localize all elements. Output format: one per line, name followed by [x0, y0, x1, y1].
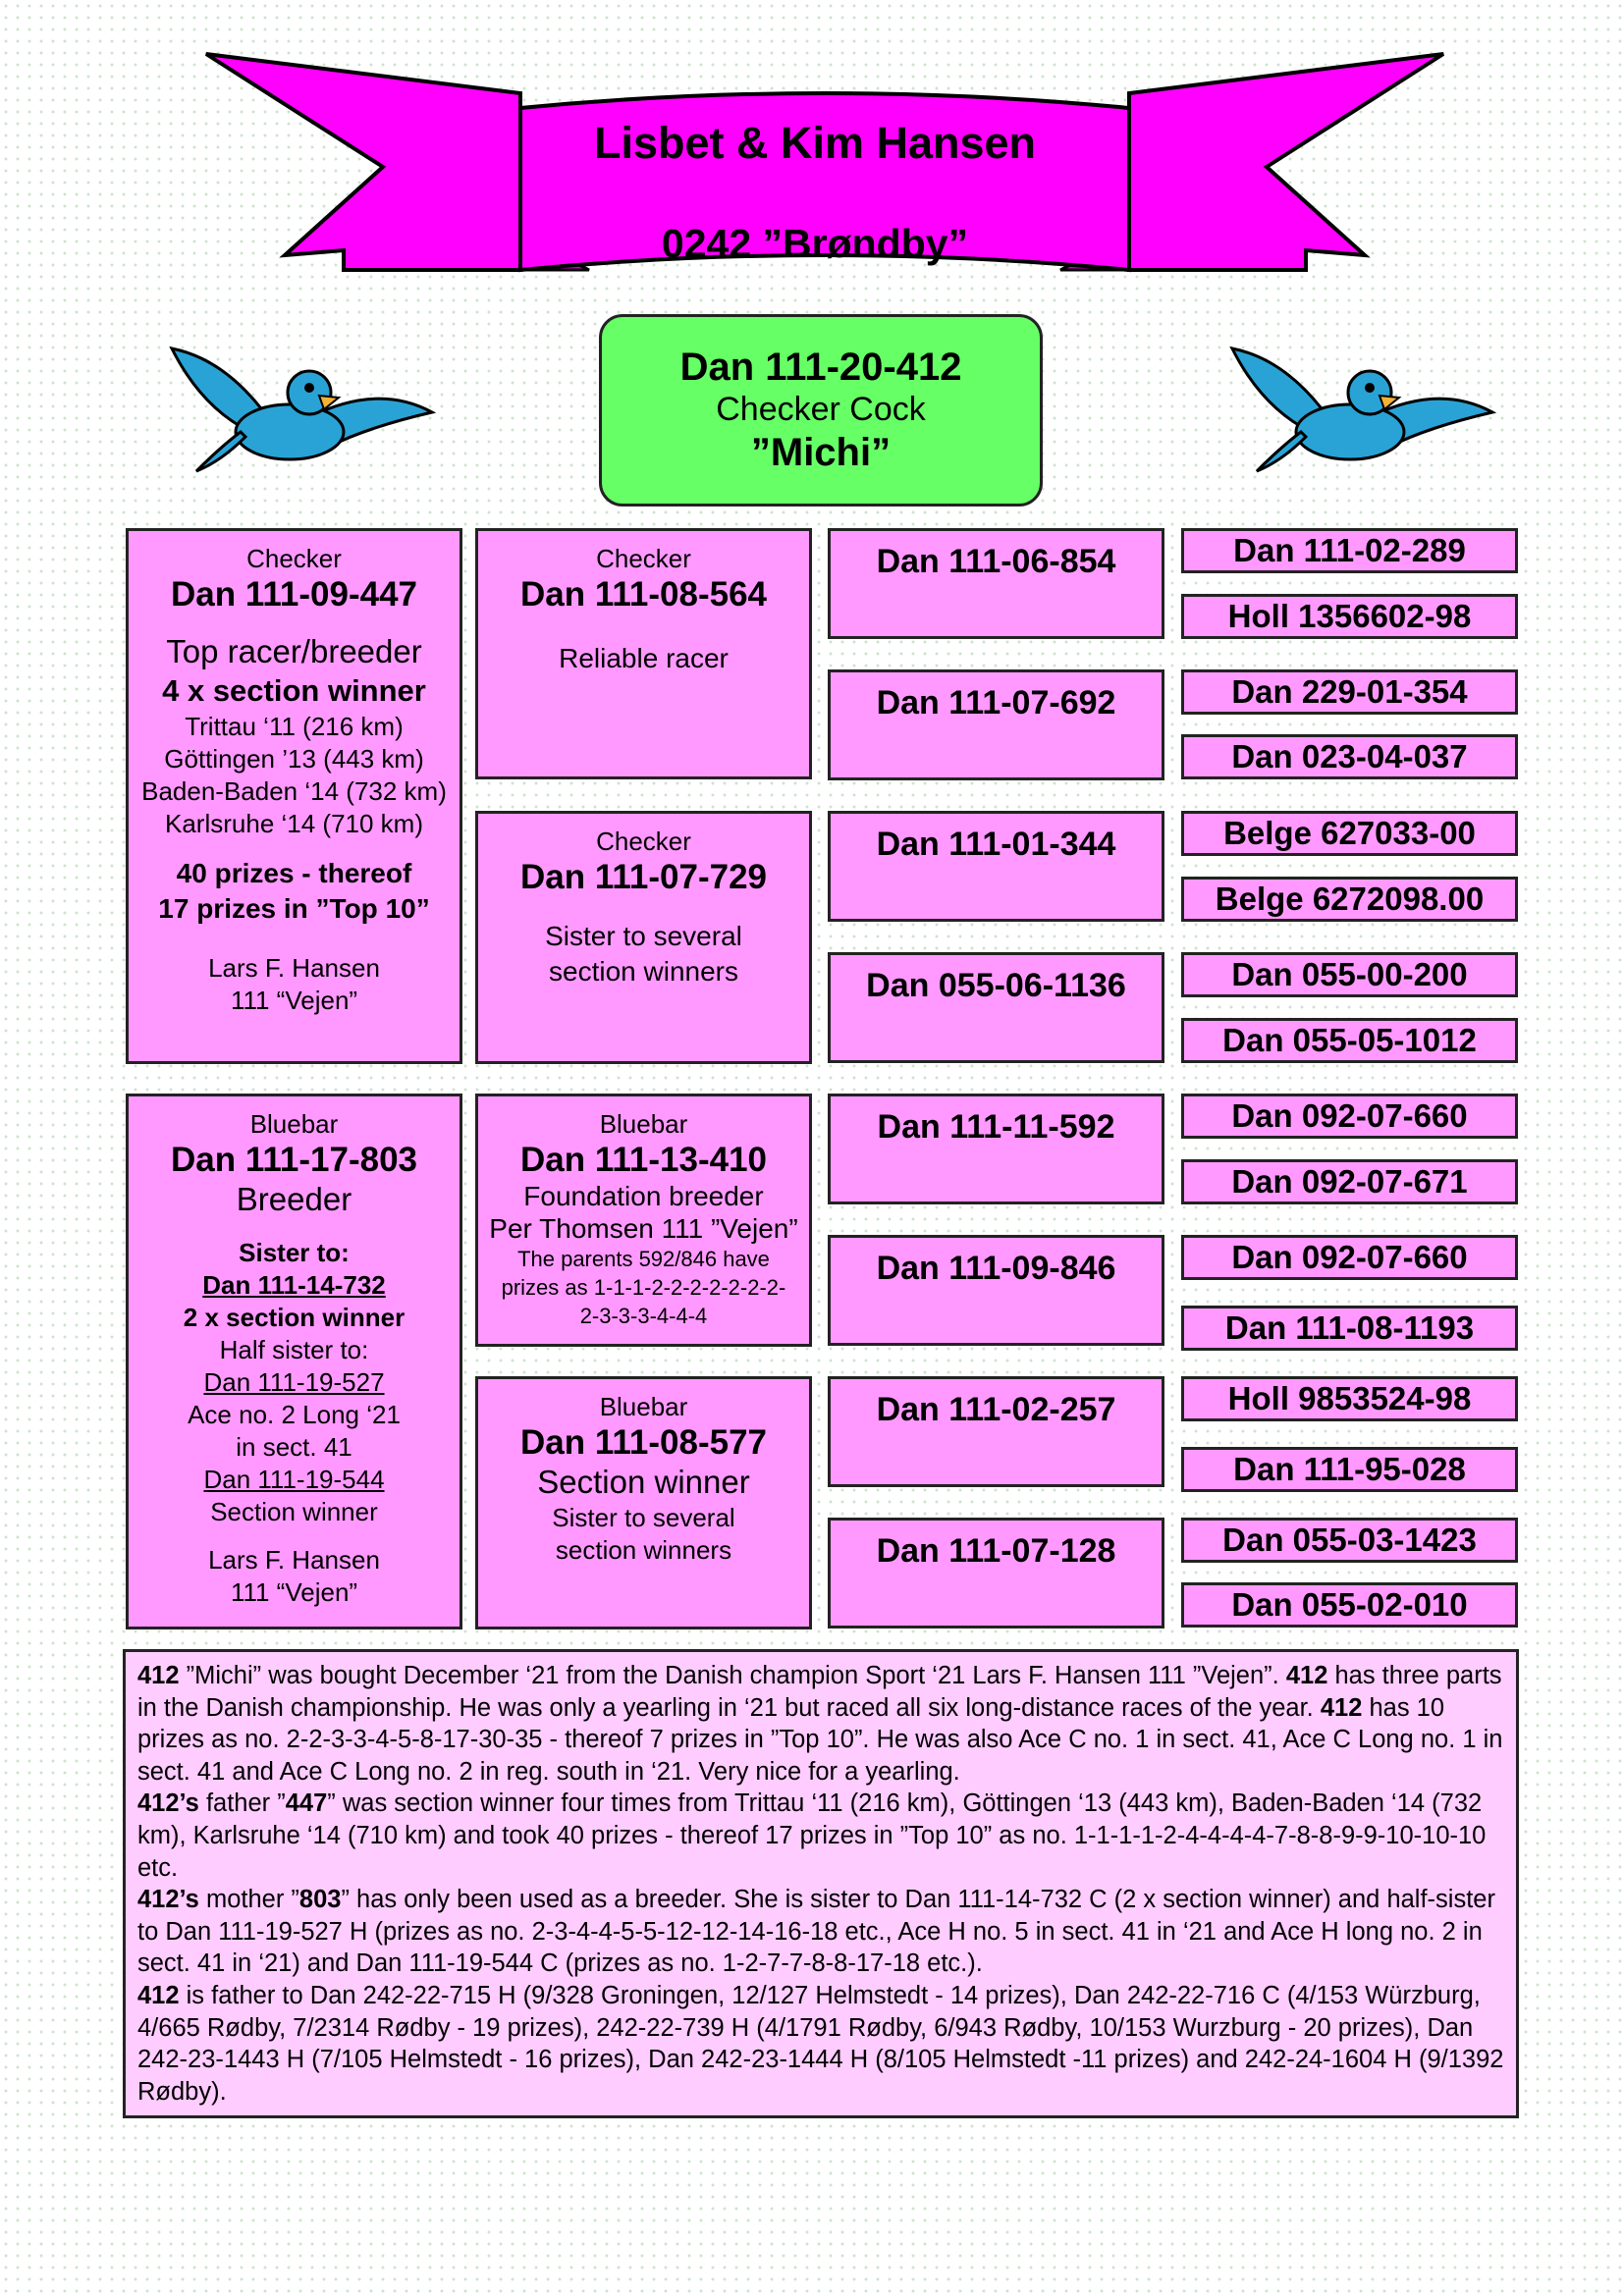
grandparent-color: Bluebar	[599, 1392, 688, 1421]
grandparent-note: The parents 592/846 have	[517, 1247, 770, 1271]
gen3-box: Dan 055-06-1136	[828, 952, 1164, 1063]
father-prizes-top10: 17 prizes in ”Top 10”	[158, 893, 430, 924]
subject-box	[599, 314, 1043, 507]
grandparent-box	[475, 1094, 812, 1347]
bird-right-icon	[1222, 339, 1497, 476]
father-breeder-loft: 111 “Vejen”	[230, 986, 358, 1015]
grandparent-desc: section winners	[549, 956, 738, 987]
gen4-box: Dan 111-08-1193	[1181, 1306, 1518, 1351]
mother-breeder-loft: 111 “Vejen”	[230, 1577, 358, 1607]
mother-ring: Dan 111-17-803	[170, 1141, 417, 1179]
grandparent-color: Checker	[596, 544, 691, 573]
mother-half2-desc: Section winner	[210, 1497, 378, 1526]
grandparent-desc: Sister to several	[552, 1503, 735, 1532]
mother-desc: Breeder	[236, 1181, 352, 1217]
mother-box	[126, 1094, 462, 1629]
grandparent-box	[475, 528, 812, 779]
grandparent-box	[475, 811, 812, 1064]
father-breeder: Lars F. Hansen	[208, 953, 380, 983]
gen4-box: Dan 111-02-289	[1181, 528, 1518, 573]
grandparent-ring: Dan 111-08-577	[519, 1423, 767, 1462]
gen4-box: Belge 6272098.00	[1181, 877, 1518, 922]
grandparent-desc: section winners	[555, 1535, 732, 1565]
father-race: Göttingen ’13 (443 km)	[164, 744, 424, 774]
gen4-box: Dan 023-04-037	[1181, 734, 1518, 779]
grandparent-desc: Sister to several	[545, 921, 742, 951]
father-race: Trittau ‘11 (216 km)	[185, 712, 404, 741]
gen4-box: Dan 229-01-354	[1181, 669, 1518, 715]
grandparent-color: Bluebar	[599, 1109, 688, 1139]
gen4-box: Dan 092-07-671	[1181, 1159, 1518, 1204]
mother-half1-sect: in sect. 41	[236, 1432, 352, 1462]
grandparent-box	[475, 1376, 812, 1629]
father-color: Checker	[246, 544, 342, 573]
father-race: Karlsruhe ‘14 (710 km)	[165, 809, 423, 838]
grandparent-desc: Section winner	[537, 1464, 750, 1500]
loft-name: 0242 ”Brøndby”	[661, 221, 969, 266]
gen3-box: Dan 111-01-344	[828, 811, 1164, 922]
notes-paragraph: 412’s father ”447” was section winner four times from Trittau ‘11 (216 km), Göttingen ‘13 (443 km), Baden-Baden ‘14 (732 km), Karlsruhe ‘14 (710 km) and took 40 prizes - thereof 17 prizes in ”Top 10” as no. 1-1-1-1-2-4-4-4-4-7-8-8-9-9-10-10-10 etc.	[137, 1789, 1487, 1882]
father-ring: Dan 111-09-447	[170, 575, 417, 614]
owner-name: Lisbet & Kim Hansen	[593, 118, 1037, 168]
grandparent-ring: Dan 111-07-729	[519, 858, 767, 896]
gen4-box: Dan 055-00-200	[1181, 952, 1518, 997]
subject-name: ”Michi”	[750, 431, 892, 474]
banner-right-tail	[1129, 54, 1443, 270]
gen4-box: Holl 1356602-98	[1181, 594, 1518, 639]
grandparent-color: Checker	[596, 827, 691, 856]
gen4-box: Dan 092-07-660	[1181, 1235, 1518, 1280]
mother-half-sister-label: Half sister to:	[219, 1335, 369, 1364]
grandparent-note: 2-3-3-3-4-4-4	[579, 1304, 708, 1328]
grandparent-breeder: Per Thomsen 111 ”Vejen”	[489, 1213, 798, 1244]
gen3-box: Dan 111-09-846	[828, 1235, 1164, 1346]
mother-sister-wins: 2 x section winner	[183, 1303, 406, 1332]
grandparent-desc: Foundation breeder	[523, 1181, 764, 1211]
mother-half1-ring: Dan 111-19-527	[203, 1367, 385, 1397]
banner-left-tail	[206, 54, 520, 270]
grandparent-ring: Dan 111-13-410	[519, 1141, 767, 1179]
notes-box	[123, 1649, 1519, 2118]
grandparent-ring: Dan 111-08-564	[519, 575, 767, 614]
gen3-box: Dan 111-07-128	[828, 1518, 1164, 1629]
gen4-box: Holl 9853524-98	[1181, 1376, 1518, 1421]
father-wins: 4 x section winner	[162, 673, 426, 708]
father-desc: Top racer/breeder	[166, 633, 422, 669]
mother-half2-ring: Dan 111-19-544	[203, 1465, 385, 1494]
mother-breeder: Lars F. Hansen	[208, 1545, 380, 1575]
mother-sister-ring: Dan 111-14-732	[202, 1270, 386, 1300]
gen4-box: Dan 092-07-660	[1181, 1094, 1518, 1139]
notes-paragraph: 412’s mother ”803” has only been used as a breeder. She is sister to Dan 111-14-732 C (2 x section winner) and half-sister to Dan 111-19-527 H (prizes as no. 2-3-4-4-5-5-12-12-14-16-18 etc., Ace H no. 5 in sect. 41 in ‘21 and Ace H long no. 2 in sect. 41 in ‘21) and Dan 111-19-544 C (prizes as no. 1-2-7-7-8-8-17-18 etc.).	[137, 1886, 1495, 1978]
grandparent-note: prizes as 1-1-1-2-2-2-2-2-2-2-	[501, 1275, 786, 1300]
gen4-box: Dan 055-03-1423	[1181, 1518, 1518, 1563]
father-race: Baden-Baden ‘14 (732 km)	[141, 776, 447, 806]
gen3-box: Dan 111-07-692	[828, 669, 1164, 780]
father-prizes: 40 prizes - thereof	[176, 858, 412, 888]
gen4-box: Dan 055-02-010	[1181, 1582, 1518, 1628]
gen4-box: Dan 055-05-1012	[1181, 1018, 1518, 1063]
notes-paragraph: 412 is father to Dan 242-22-715 H (9/328 Groningen, 12/127 Helmstedt - 14 prizes), Dan 242-22-716 C (4/153 Würzburg, 4/665 Rødby, 7/2314 Rødby - 19 prizes), 242-22-739 H (4/1791 Rødby, 6/943 Rødby, 10/153 Wurzburg - 20 prizes), Dan 242-23-1443 H (7/105 Helmstedt - 16 prizes), Dan 242-23-1444 H (8/105 Helmstedt -11 prizes) and 242-24-1604 H (9/1392 Rødby).	[137, 1981, 1504, 2106]
subject-color: Checker Cock	[716, 391, 926, 428]
grandparent-desc: Reliable racer	[559, 643, 729, 673]
notes-paragraph: 412 ”Michi” was bought December ‘21 from the Danish champion Sport ‘21 Lars F. Hansen 111 ”Vejen”. 412 has three parts in the Danish championship. He was only a yearling in ‘21 but raced all six long-distance races of the year. 412 has 10 prizes as no. 2-2-3-3-4-5-8-17-30-35 - thereof 7 prizes in ”Top 10”. He was also Ace C no. 1 in sect. 41, Ace C Long no. 1 in sect. 41 and Ace C Long no. 2 in reg. south in ‘21. Very nice for a yearling.	[137, 1662, 1503, 1786]
gen3-box: Dan 111-02-257	[828, 1376, 1164, 1487]
mother-sister-label: Sister to:	[239, 1238, 350, 1267]
father-box	[126, 528, 462, 1064]
mother-color: Bluebar	[249, 1109, 339, 1139]
mother-half1-desc: Ace no. 2 Long ‘21	[188, 1400, 401, 1429]
gen4-box: Belge 627033-00	[1181, 811, 1518, 856]
bird-left-icon	[162, 339, 437, 476]
subject-ring: Dan 111-20-412	[679, 346, 962, 389]
gen3-box: Dan 111-11-592	[828, 1094, 1164, 1204]
gen3-box: Dan 111-06-854	[828, 528, 1164, 639]
gen4-box: Dan 111-95-028	[1181, 1447, 1518, 1492]
